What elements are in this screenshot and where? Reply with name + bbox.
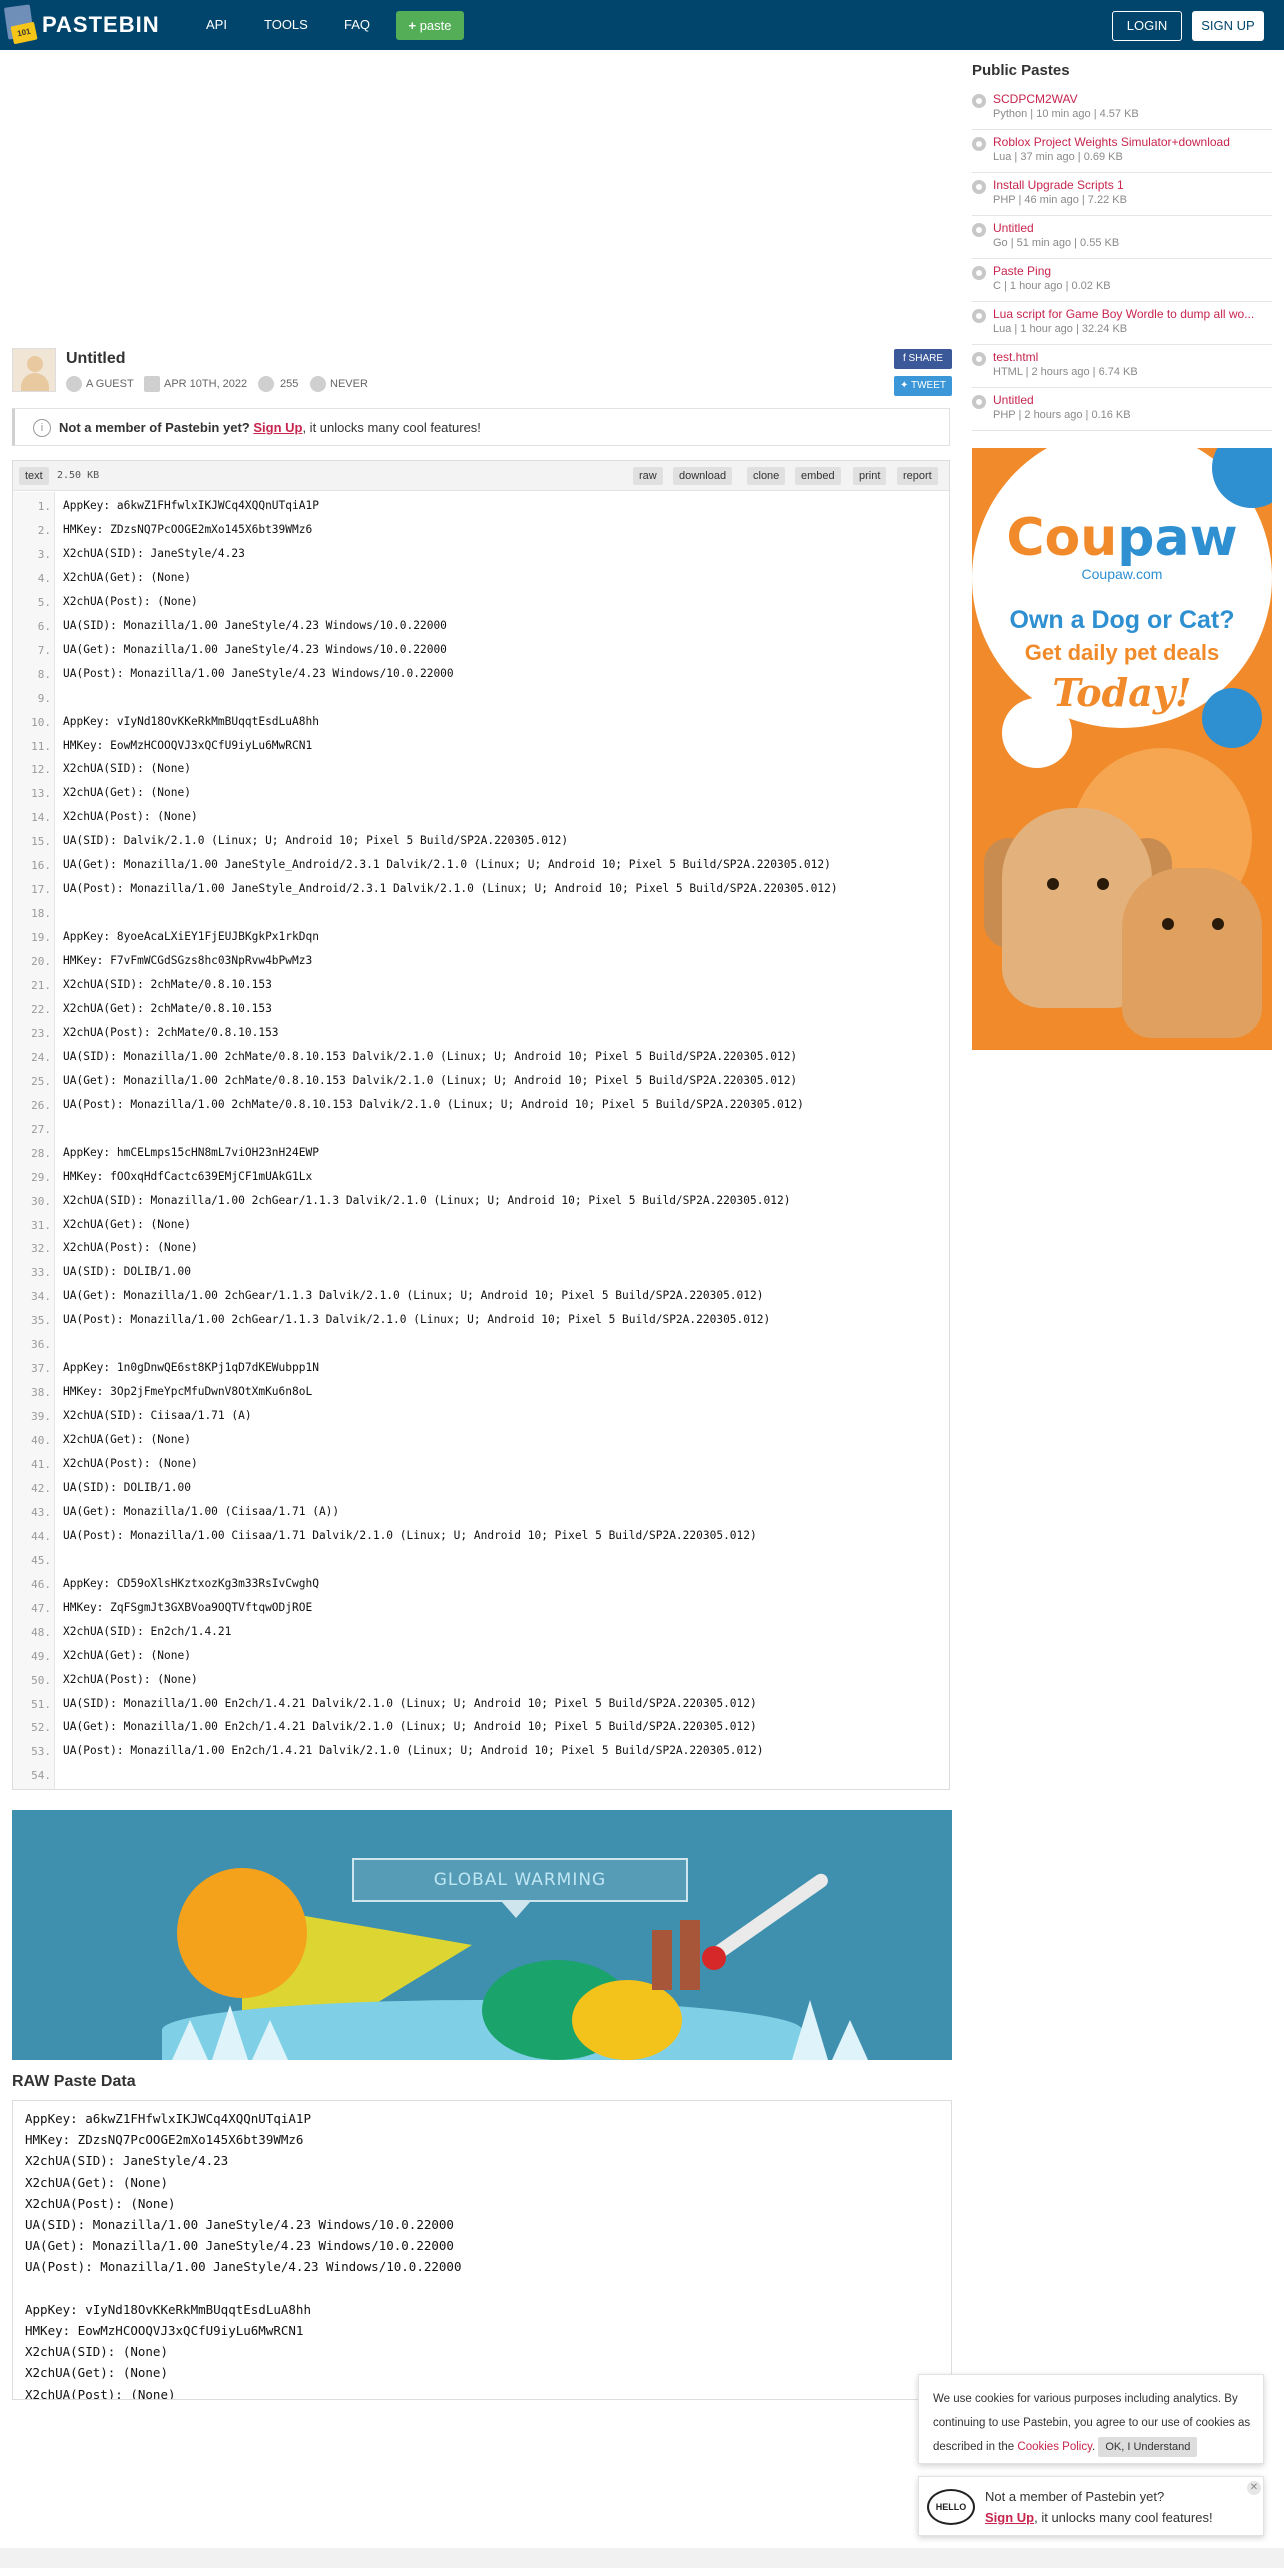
line-content: UA(Get): Monazilla/1.00 2chGear/1.1.3 Dalvik/2.1.0 (Linux; U; Android 10; Pixel 5 Build/SP2A.220305.012) [63,1289,764,1303]
line-number: 6. [37,619,51,633]
code-line [13,1548,949,1572]
code-line [13,829,949,853]
banner-sign: GLOBAL WARMING [352,1858,688,1902]
raw-line: X2chUA(Post): (None) [25,2386,176,2400]
line-content: HMKey: 3Op2jFmeYpcMfuDwnV8OtXmKu6n8oL [63,1385,313,1399]
paste-title: Untitled [66,350,126,367]
line-number: 4. [37,571,51,585]
cookie-text: We use cookies for various purposes including analytics. By continuing to use Pastebin, you agree to our use of cookies as described in the Cookies Policy. OK, I Understand [933,2387,1253,2459]
public-pastes-title: Public Pastes [972,62,1070,79]
line-content: UA(Get): Monazilla/1.00 JaneStyle_Android/2.3.1 Dalvik/2.1.0 (Linux; U; Android 10; Pixel 5 Build/SP2A.220305.012) [63,858,831,872]
globe-icon [972,180,986,194]
code-line [13,710,949,734]
line-content: UA(Get): Monazilla/1.00 JaneStyle/4.23 Windows/10.0.22000 [63,642,447,656]
line-content: X2chUA(Get): (None) [63,786,191,800]
raw-line: AppKey: a6kwZ1FHfwlxIKJWCq4XQQnUTqiA1P [25,2111,311,2126]
code-line [13,1093,949,1117]
line-number: 31. [31,1218,51,1232]
code-line [13,1763,949,1787]
public-paste-item[interactable] [972,133,1272,173]
code-line [13,1500,949,1524]
line-content: X2chUA(Get): 2chMate/0.8.10.153 [63,1001,272,1015]
puppy-eye [1097,878,1109,890]
code-line [13,638,949,662]
sign-pointer-shape [502,1902,530,1918]
line-content: X2chUA(SID): Ciisaa/1.71 (A) [63,1409,252,1423]
line-content: X2chUA(Get): (None) [63,1648,191,1662]
public-paste-item[interactable] [972,176,1272,216]
line-number: 36. [31,1338,51,1352]
raw-paste-textarea[interactable] [12,2100,952,2400]
globe-icon [972,223,986,237]
line-content: X2chUA(Post): (None) [63,1457,198,1470]
line-content: AppKey: a6kwZ1FHfwlxIKJWCq4XQQnUTqiA1P [63,499,319,512]
code-line [13,1021,949,1045]
code-line [13,1476,949,1500]
code-line [13,925,949,949]
eye-icon [258,376,274,392]
code-line [13,1284,949,1308]
line-content: X2chUA(SID): En2ch/1.4.21 [63,1624,232,1638]
paste-button-label: paste [419,18,452,33]
notice-text: Not a member of Pastebin yet? Sign Up, it unlocks many cool features! [59,420,481,435]
paste-date: APR 10TH, 2022 [164,378,248,390]
line-content: X2chUA(SID): Monazilla/1.00 2chGear/1.1.3 Dalvik/2.1.0 (Linux; U; Android 10; Pixel 5 Build/SP2A.220305.012) [63,1193,791,1207]
line-number: 41. [31,1458,51,1471]
user-icon [66,376,82,392]
line-number: 1. [37,500,51,513]
line-number: 17. [31,883,51,897]
line-number: 20. [31,955,51,969]
code-line [13,1452,949,1476]
line-content: HMKey: fOOxqHdfCactc639EMjCF1mUAkG1Lx [63,1169,313,1183]
cookie-consent [918,2374,1264,2464]
line-content: AppKey: hmCELmps15cHN8mL7viOH23nH24EWP [63,1145,319,1159]
raw-button[interactable]: raw [633,467,663,485]
public-paste-link[interactable]: Untitled [993,393,1034,407]
kitten-image [1122,868,1262,1038]
ice-shape [252,2020,288,2060]
line-content: HMKey: F7vFmWCGdSGzs8hc03NpRvw4bPwMz3 [63,954,313,968]
line-content: UA(Post): Monazilla/1.00 JaneStyle_Android/2.3.1 Dalvik/2.1.0 (Linux; U; Android 10; Pixel 5 Build/SP2A.220305.012) [63,882,838,896]
ice-shape [792,2000,828,2060]
line-content: X2chUA(Get): (None) [63,1217,191,1231]
signup-popup-text: Not a member of Pastebin yet? [985,2489,1165,2504]
embed-button[interactable]: embed [795,467,841,485]
line-content: AppKey: vIyNd18OvKKeRkMmBUqqtEsdLuA8hh [63,714,319,728]
code-line [13,1428,949,1452]
line-content: UA(Get): Monazilla/1.00 En2ch/1.4.21 Dalvik/2.1.0 (Linux; U; Android 10; Pixel 5 Build/SP2A.220305.012) [63,1720,757,1734]
nav-faq-link[interactable]: FAQ [344,17,371,32]
line-content: X2chUA(Get): (None) [63,570,191,584]
line-number: 29. [31,1170,51,1184]
line-number: 30. [31,1194,51,1208]
line-content: UA(Post): Monazilla/1.00 2chGear/1.1.3 Dalvik/2.1.0 (Linux; U; Android 10; Pixel 5 Build/SP2A.220305.012) [63,1313,771,1327]
code-line [13,877,949,901]
line-number: 26. [31,1098,51,1112]
line-number: 39. [31,1410,51,1424]
code-line [13,997,949,1021]
syntax-language-button[interactable]: text [19,467,49,485]
public-paste-item[interactable] [972,348,1272,388]
public-paste-link[interactable]: Paste Ping [993,264,1052,278]
raw-line: X2chUA(Get): (None) [25,2365,168,2381]
plus-icon: + [408,18,417,33]
ad-site: Coupaw.com [1081,566,1163,582]
line-number: 25. [31,1074,51,1088]
line-number: 44. [31,1529,51,1543]
line-number: 27. [31,1122,51,1136]
public-paste-meta: Python | 10 min ago | 4.57 KB [993,108,1139,120]
public-paste-link[interactable]: Untitled [993,221,1034,235]
raw-line: X2chUA(SID): (None) [25,2344,168,2360]
line-number: 8. [37,667,51,681]
line-content: HMKey: ZDzsNQ7PcOOGE2mXo145X6bt39WMz6 [63,522,313,536]
public-paste-item[interactable] [972,391,1272,431]
code-line [13,1356,949,1380]
line-number: 18. [31,907,51,921]
facebook-icon: f [902,353,909,364]
paste-size: 2.50 KB [57,470,100,481]
code-line [13,1069,949,1093]
twitter-icon: ✦ [900,380,911,391]
ad-headline: Own a Dog or Cat? [1009,606,1235,634]
line-content: UA(Post): Monazilla/1.00 En2ch/1.4.21 Dalvik/2.1.0 (Linux; U; Android 10; Pixel 5 Build/SP2A.220305.012) [63,1744,764,1758]
ad-subheadline: Get daily pet deals [1024,640,1220,665]
globe-icon [972,352,986,366]
public-paste-link[interactable]: SCDPCM2WAV [993,92,1078,106]
public-paste-item[interactable] [972,219,1272,259]
line-content: UA(SID): Monazilla/1.00 2chMate/0.8.10.153 Dalvik/2.1.0 (Linux; U; Android 10; Pixel 5 Build/SP2A.220305.012) [63,1049,798,1063]
public-paste-item[interactable] [972,305,1272,345]
line-number: 51. [31,1697,51,1711]
twitter-share-button[interactable]: ✦ TWEET [894,376,952,396]
raw-line: UA(Get): Monazilla/1.00 JaneStyle/4.23 Windows/10.0.22000 [25,2238,454,2254]
print-button[interactable]: print [853,467,886,485]
pastebin-logo-icon[interactable] [4,4,38,44]
cookies-policy-link[interactable]: Cookies Policy [1017,2441,1092,2453]
line-number: 28. [31,1146,51,1160]
line-number: 21. [31,979,51,992]
report-button[interactable]: report [897,467,938,485]
code-line [13,1141,949,1165]
public-paste-meta: HTML | 2 hours ago | 6.74 KB [993,366,1138,378]
facebook-share-button[interactable]: f SHARE [894,349,952,369]
public-paste-meta: PHP | 46 min ago | 7.22 KB [993,194,1127,206]
code-line [13,1524,949,1548]
raw-line: X2chUA(SID): JaneStyle/4.23 [25,2153,229,2169]
line-content: X2chUA(SID): JaneStyle/4.23 [63,546,245,560]
signup-popup-cta: Sign Up, it unlocks many cool features! [985,2510,1213,2525]
new-paste-button[interactable] [396,11,464,40]
code-line [13,734,949,758]
nav-tools-link[interactable]: TOOLS [264,17,308,32]
line-content: UA(SID): Monazilla/1.00 En2ch/1.4.21 Dalvik/2.1.0 (Linux; U; Android 10; Pixel 5 Build/SP2A.220305.012) [63,1696,757,1710]
close-icon[interactable]: ✕ [1247,2481,1261,2495]
code-line [13,1644,949,1668]
code-toolbar [13,461,949,491]
code-line [13,1404,949,1428]
line-content: X2chUA(SID): 2chMate/0.8.10.153 [63,978,272,991]
line-content: X2chUA(Post): (None) [63,810,198,824]
line-content: UA(Post): Monazilla/1.00 Ciisaa/1.71 Dalvik/2.1.0 (Linux; U; Android 10; Pixel 5 Build/SP2A.220305.012) [63,1528,757,1542]
line-number: 33. [31,1266,51,1280]
code-line [13,1668,949,1692]
line-content: X2chUA(Get): (None) [63,1433,191,1447]
line-content: AppKey: 8yoeAcaLXiEY1FjEUJBKgkPx1rkDqn [63,930,319,944]
ad-today: Today! [1052,670,1192,715]
ice-shape [212,2005,248,2060]
raw-paste-title: RAW Paste Data [12,2073,136,2090]
line-content: UA(Get): Monazilla/1.00 (Ciisaa/1.71 (A)) [63,1504,340,1518]
line-number: 12. [31,763,51,777]
raw-line: HMKey: ZDzsNQ7PcOOGE2mXo145X6bt39WMz6 [25,2132,304,2148]
code-line [13,1739,949,1763]
raw-line: HMKey: EowMzHCOOQVJ3xQCfU9iyLu6MwRCN1 [25,2323,304,2338]
line-content: HMKey: ZqFSgmJt3GXBVoa9OQTVftqwODjROE [63,1600,313,1614]
code-line [13,1045,949,1069]
footer-strip [0,2548,1284,2568]
site-logo-text[interactable]: PASTEBIN [42,12,160,37]
puppy-eye [1047,878,1059,890]
ice-shape [172,2020,208,2060]
line-number: 49. [31,1649,51,1663]
code-line [13,1260,949,1284]
code-line [13,662,949,686]
raw-line: X2chUA(Get): (None) [25,2174,168,2190]
line-number: 3. [37,547,51,561]
ice-shape [832,2020,868,2060]
code-line [13,518,949,542]
signup-popup-link[interactable]: Sign Up [985,2510,1035,2525]
top-navbar [0,0,1284,50]
code-line [13,590,949,614]
code-line [13,1380,949,1404]
calendar-icon [144,376,160,392]
code-line [13,1692,949,1716]
line-content: X2chUA(Post): (None) [63,594,198,608]
line-content: UA(SID): DOLIB/1.00 [63,1480,191,1494]
line-number: 47. [31,1601,51,1615]
yellow-hill-shape [572,1980,682,2060]
guest-avatar [12,348,56,392]
public-paste-link[interactable]: Lua script for Game Boy Wordle to dump all wo... [993,307,1255,321]
globe-icon [972,94,986,108]
line-content: UA(Get): Monazilla/1.00 2chMate/0.8.10.153 Dalvik/2.1.0 (Linux; U; Android 10; Pixel 5 Build/SP2A.220305.012) [63,1073,798,1087]
line-content: AppKey: 1n0gDnwQE6st8KPj1qD7dKEWubpp1N [63,1361,319,1375]
line-number: 43. [31,1505,51,1519]
globe-icon [972,266,986,280]
line-number: 48. [31,1625,51,1639]
line-number: 35. [31,1314,51,1328]
line-number: 13. [31,787,51,801]
code-line [13,949,949,973]
line-number: 19. [31,931,51,945]
kitten-eye [1212,918,1224,930]
code-line [13,973,949,997]
code-line [13,614,949,638]
raw-line: UA(SID): Monazilla/1.00 JaneStyle/4.23 Windows/10.0.22000 [25,2217,454,2232]
line-number: 24. [31,1050,51,1064]
line-content: X2chUA(Post): (None) [63,1672,198,1686]
line-content: UA(Post): Monazilla/1.00 JaneStyle/4.23 Windows/10.0.22000 [63,666,454,680]
line-number: 32. [31,1242,51,1256]
code-line [13,1715,949,1739]
line-content: X2chUA(SID): (None) [63,762,191,776]
code-line [13,542,949,566]
code-line [13,494,949,518]
code-line [13,1596,949,1620]
line-number: 37. [31,1362,51,1376]
line-content: AppKey: CD59oXlsHKztxozKg3m33RsIvCwghQ [63,1576,319,1590]
raw-line: AppKey: vIyNd18OvKKeRkMmBUqqtEsdLuA8hh [25,2301,311,2317]
line-number: 7. [37,643,51,657]
chimney-shape [680,1920,700,1990]
code-line [13,1117,949,1141]
coupaw-ad-banner[interactable] [972,448,1272,1050]
line-number: 23. [31,1026,51,1040]
public-paste-item[interactable] [972,90,1272,130]
line-number: 38. [31,1386,51,1400]
line-content: X2chUA(Post): (None) [63,1241,198,1255]
code-line [13,1572,949,1596]
signup-popup [918,2476,1264,2536]
chimney-shape [652,1930,672,1990]
info-icon: i [33,419,51,437]
line-number: 15. [31,835,51,849]
signup-notice [12,408,950,446]
line-number: 45. [31,1553,51,1567]
code-line [13,1236,949,1260]
logo-badge: 101 [10,22,37,45]
code-line [13,566,949,590]
ad-brand: Coupaw [1006,508,1238,568]
public-paste-link[interactable]: Install Upgrade Scripts 1 [993,178,1124,192]
public-paste-link[interactable]: test.html [993,350,1039,364]
public-paste-meta: C | 1 hour ago | 0.02 KB [993,280,1111,292]
paste-expiry: NEVER [330,378,368,390]
cookie-accept-button[interactable]: OK, I Understand [1098,2437,1197,2457]
line-number: 46. [31,1577,51,1591]
clone-button[interactable]: clone [747,467,785,485]
globe-icon [972,395,986,409]
code-line [13,686,949,710]
line-content: UA(SID): DOLIB/1.00 [63,1265,191,1279]
thermometer-image [708,1871,831,1963]
line-number: 14. [31,811,51,825]
code-line [13,1165,949,1189]
public-paste-meta: PHP | 2 hours ago | 0.16 KB [993,409,1131,421]
public-paste-link[interactable]: Roblox Project Weights Simulator+download [993,135,1230,149]
globe-icon [972,137,986,151]
download-button[interactable]: download [673,467,732,485]
public-paste-item[interactable] [972,262,1272,302]
line-content: UA(SID): Monazilla/1.00 JaneStyle/4.23 Windows/10.0.22000 [63,618,447,632]
line-number: 22. [31,1002,51,1016]
line-number: 10. [31,715,51,729]
code-line [13,805,949,829]
code-line [13,1332,949,1356]
login-button[interactable]: LOGIN [1112,11,1182,41]
line-number: 40. [31,1434,51,1448]
code-line [13,853,949,877]
code-line [13,757,949,781]
sun-image [177,1868,307,1998]
line-content: X2chUA(Post): 2chMate/0.8.10.153 [63,1025,279,1039]
line-number: 50. [31,1673,51,1687]
line-number: 42. [31,1481,51,1495]
line-content: HMKey: EowMzHCOOQVJ3xQCfU9iyLu6MwRCN1 [63,738,313,752]
line-number: 2. [37,523,51,537]
line-number: 53. [31,1745,51,1759]
line-number: 34. [31,1290,51,1304]
raw-line: X2chUA(Post): (None) [25,2195,176,2211]
code-line [13,1620,949,1644]
line-content: UA(Post): Monazilla/1.00 2chMate/0.8.10.153 Dalvik/2.1.0 (Linux; U; Android 10; Pixel 5 Build/SP2A.220305.012) [63,1097,804,1111]
public-paste-meta: Lua | 1 hour ago | 32.24 KB [993,323,1128,335]
clock-icon [310,376,326,392]
code-line [13,1308,949,1332]
line-number: 5. [37,595,51,609]
kitten-eye [1162,918,1174,930]
line-content: UA(SID): Dalvik/2.1.0 (Linux; U; Android 10; Pixel 5 Build/SP2A.220305.012) [63,834,569,848]
code-line [13,901,949,925]
line-number: 9. [37,691,51,705]
signup-button[interactable]: SIGN UP [1192,11,1264,41]
nav-api-link[interactable]: API [206,17,227,32]
line-number: 11. [31,739,51,753]
line-number: 52. [31,1721,51,1735]
thermometer-bulb [702,1946,726,1970]
paste-code-box [12,460,950,1790]
line-number: 16. [31,859,51,873]
paste-views: 255 [280,378,299,390]
public-paste-meta: Lua | 37 min ago | 0.69 KB [993,151,1123,163]
notice-signup-link[interactable]: Sign Up [253,420,303,435]
code-line [13,1213,949,1237]
code-line [13,781,949,805]
global-warming-ad-banner[interactable] [12,1810,952,2060]
raw-line: UA(Post): Monazilla/1.00 JaneStyle/4.23 Windows/10.0.22000 [25,2259,462,2275]
code-line [13,1189,949,1213]
hello-icon: HELLO [927,2489,975,2525]
line-number: 54. [31,1769,51,1783]
globe-icon [972,309,986,323]
public-paste-meta: Go | 51 min ago | 0.55 KB [993,237,1120,249]
paste-author[interactable]: A GUEST [86,378,134,390]
